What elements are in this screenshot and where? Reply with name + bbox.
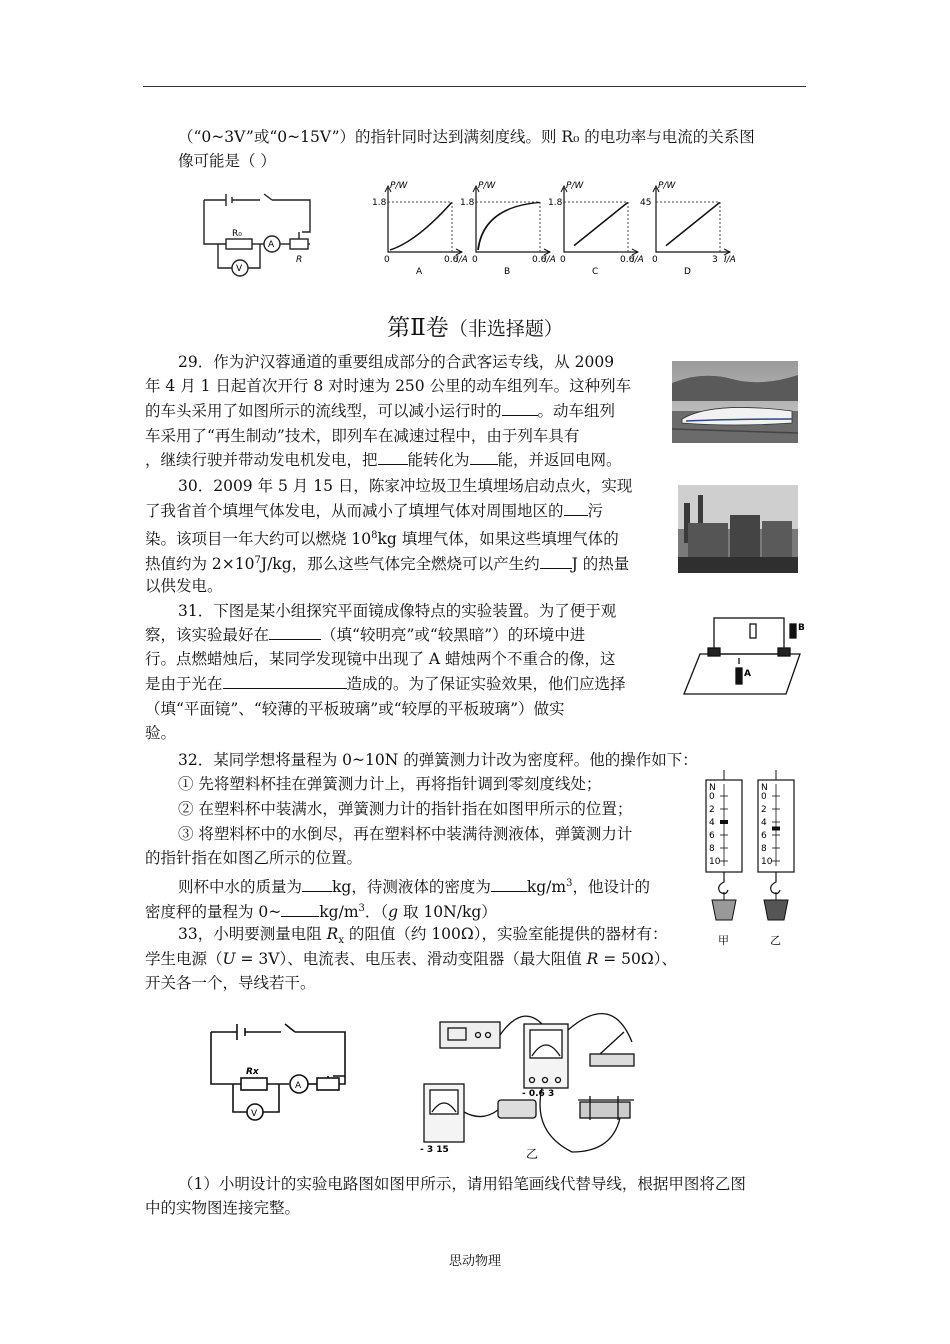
graph-ylabel: P/W <box>658 181 676 191</box>
q29-line-1: 29．作为沪汉蓉通道的重要组成部分的合武客运专线，从 2009 <box>178 353 615 371</box>
q32-line-5: 的指针指在如图乙所示的位置。 <box>145 849 363 867</box>
q31-line-1: 31．下图是某小组探究平面镜成像特点的实验装置。为了便于观 <box>178 602 617 620</box>
q32-step-2: ② 在塑料杯中装满水，弹簧测力计的指针指在如图甲所示的位置； <box>178 800 633 818</box>
graph-xtick: 0.6 <box>444 255 459 265</box>
q30-line-3: 染。该项目一年大约可以燃烧 $10^8kg$ 填埋气体，如果这些填埋气体的 <box>145 530 619 549</box>
header-rule <box>143 86 806 87</box>
scale-tick-label: 6 <box>761 831 767 841</box>
graph-xtick: 0.6 <box>620 255 635 265</box>
graph-axis-arrows <box>473 186 550 255</box>
spring-balance-jia <box>700 770 748 950</box>
option-graph-a <box>372 180 466 276</box>
graph-ylabel: P/W <box>390 181 408 191</box>
graph-axis-arrows <box>385 186 462 255</box>
scale-tick-label: 4 <box>709 818 715 828</box>
q33-physical-apparatus-figure <box>412 1002 648 1162</box>
graph-ytick: 45 <box>640 198 652 208</box>
plastic-cup <box>712 900 736 920</box>
q31-line-2: 察，该实验最好在 （填“较明亮”或“较黑暗”）的环境中进 <box>145 626 586 644</box>
q32-step-1: ① 先将塑料杯挂在弹簧测力计上，再将指针调到零刻度线处； <box>178 775 602 793</box>
option-graph-d <box>640 180 734 276</box>
q32-line-1: 32．某同学想将量程为 0~10N 的弹簧测力计改为密度秤。他的操作如下： <box>178 751 698 769</box>
bottom-hook <box>771 872 780 894</box>
scale-unit: N <box>761 783 768 793</box>
q28-line-2: 像可能是（ ） <box>178 152 276 170</box>
landfill-power-plant-photo <box>678 485 798 573</box>
graph-curve <box>390 202 452 250</box>
graph-origin: 0 <box>472 255 478 265</box>
scale-tick-label: 6 <box>709 831 715 841</box>
q33-circuit-diagram <box>205 1020 355 1130</box>
balance-label: 乙 <box>770 934 781 947</box>
q32-line-7: 密度秤的量程为 0~ $kg/m^3$．（g 取 10N/kg） <box>145 903 497 922</box>
q32-step-3: ③ 将塑料杯中的水倒尽，再在塑料杯中装满待测液体，弹簧测力计 <box>178 825 633 843</box>
option-graph-b <box>460 180 554 276</box>
graph-xlabel: I/A <box>724 255 736 265</box>
q30-line-4: 热值约为 $2\times 10^7J/kg$，那么这些气体完全燃烧可以产生约 J 的热量 <box>145 555 630 574</box>
q33-part-1-line-1: （1）小明设计的实验电路图如图甲所示，请用铅笔画线代替导线，根据甲图将乙图 <box>178 1175 746 1193</box>
q31-line-6: 验。 <box>145 724 177 742</box>
graph-option-label: C <box>592 267 599 277</box>
q33-line-2: 学生电源（U = 3V）、电流表、电压表、滑动变阻器（最大阻值 R = 50Ω）、 <box>145 950 678 968</box>
q29-line-4: 车采用了“再生制动”技术，即列车在减速过程中，由于列车具有 <box>145 427 580 445</box>
graph-ylabel: P/W <box>566 181 584 191</box>
q33-line-1: 33，小明要测量电阻 $R_x$ 的阻值（约 100Ω），实验室能提供的器材有： <box>178 925 668 947</box>
q33-line-3: 开关各一个，导线若干。 <box>145 974 316 992</box>
graph-ytick: 1.8 <box>460 198 475 208</box>
voltmeter-terminals-label: - 3 15 <box>420 1145 449 1155</box>
graph-axes <box>388 188 462 252</box>
q33-voltmeter-label: V <box>251 1109 258 1119</box>
graph-origin: 0 <box>560 255 566 265</box>
graph-option-label: D <box>684 267 691 277</box>
scale-pointer <box>720 820 728 824</box>
scale-tick-label: 2 <box>709 805 715 815</box>
q28-circuit-diagram <box>198 186 320 276</box>
scale-tick-label: 10 <box>761 857 773 867</box>
graph-xtick: 0.6 <box>532 255 547 265</box>
rx-label: Rx <box>246 1067 259 1077</box>
option-graph-c <box>548 180 642 276</box>
scale-pointer <box>772 827 780 831</box>
graph-xtick: 3 <box>712 255 718 265</box>
candle-b-label: B <box>798 623 805 633</box>
scale-tick-label: 0 <box>709 792 715 802</box>
circuit-ammeter-label: A <box>268 240 275 250</box>
graph-option-label: A <box>416 267 423 277</box>
bottom-hook <box>719 872 728 894</box>
graph-ytick: 1.8 <box>548 198 563 208</box>
graph-axis-arrows <box>561 186 638 255</box>
circuit-r0-label: R₀ <box>232 229 242 239</box>
q33-ammeter-label: A <box>295 1081 302 1091</box>
q29-line-5: ，继续行驶并带动发电机发电，把 能转化为 能，并返回电网。 <box>145 451 622 469</box>
graph-axis-arrows <box>653 186 730 255</box>
scale-unit: N <box>709 783 716 793</box>
q30-line-5: 以供发电。 <box>145 577 223 595</box>
q31-line-4: 是由于光在 造成的。为了保证实验效果，他们应选择 <box>145 675 626 693</box>
graph-xlabel: I/A <box>544 255 556 265</box>
graph-guide-lines <box>388 202 452 252</box>
spring-balance-yi <box>752 770 800 950</box>
q29-line-2: 年 4 月 1 日起首次开行 8 对时速为 250 公里的动车组列车。这种列车 <box>145 377 632 395</box>
graph-xlabel: I/A <box>456 255 468 265</box>
yi-figure-label: 乙 <box>526 1147 539 1161</box>
graph-ylabel: P/W <box>478 181 496 191</box>
q33-part-1-line-2: 中的实物图连接完整。 <box>145 1199 301 1217</box>
graph-axes <box>656 188 730 252</box>
q30-line-2: 了我省首个填埋气体发电，从而减小了填埋气体对周围地区的 污 <box>145 502 604 520</box>
scale-tick-label: 4 <box>761 818 767 828</box>
graph-curve <box>478 202 540 250</box>
scale-tick-label: 8 <box>709 844 715 854</box>
scale-tick-label: 2 <box>761 805 767 815</box>
q32-line-6: 则杯中水的质量为 kg，待测液体的密度为 $kg/m^3$，他设计的 <box>178 878 650 897</box>
q31-line-5: （填“平面镜”、“较薄的平板玻璃”或“较厚的平板玻璃”）做实 <box>145 700 565 718</box>
plastic-cup <box>764 900 788 920</box>
graph-origin: 0 <box>384 255 390 265</box>
q28-line-1: （“0~3V”或“0~15V”）的指针同时达到满刻度线。则 R₀ 的电功率与电流的关系图 <box>178 128 755 146</box>
circuit-rheostat-label: R <box>296 255 303 265</box>
plane-mirror-apparatus-diagram <box>680 604 806 700</box>
balance-label: 甲 <box>718 934 729 947</box>
graph-curve <box>574 202 628 245</box>
graph-axes <box>564 188 638 252</box>
q31-line-3: 行。点燃蜡烛后，某同学发现镜中出现了 A 蜡烛两个不重合的像，这 <box>145 650 616 668</box>
graph-xlabel: I/A <box>632 255 644 265</box>
scale-tick-label: 0 <box>761 792 767 802</box>
section-title: 第Ⅱ卷（非选择题） <box>387 315 563 341</box>
graph-option-label: B <box>504 267 511 277</box>
graph-curve <box>666 202 720 245</box>
graph-origin: 0 <box>652 255 658 265</box>
candle-a-label: A <box>744 669 751 679</box>
scale-tick-label: 8 <box>761 844 767 854</box>
scale-tick-label: 10 <box>709 857 721 867</box>
q29-line-3: 的车头采用了如图所示的流线型，可以减小运行时的 。动车组列 <box>145 402 616 420</box>
graph-ytick: 1.8 <box>372 198 387 208</box>
ammeter-terminals-label: - 0.6 3 <box>522 1089 555 1099</box>
q30-line-1: 30．2009 年 5 月 15 日，陈家冲垃圾卫生填埋场启动点火，实现 <box>178 477 633 495</box>
page-footer: 思动物理 <box>448 1254 501 1269</box>
circuit-voltmeter-label: V <box>236 264 243 274</box>
graph-axes <box>476 188 550 252</box>
bullet-train-photo <box>672 361 798 443</box>
